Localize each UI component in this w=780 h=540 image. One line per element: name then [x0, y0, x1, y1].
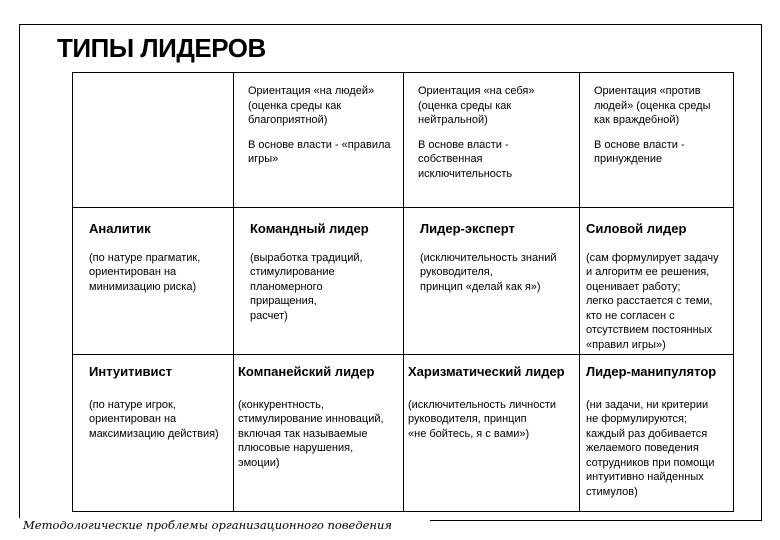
table-cell	[404, 208, 580, 355]
leader-type-desc: (исключительность личности руководителя, принцип «не бойтесь, я с вами»)	[408, 398, 557, 440]
slide-frame-top	[19, 24, 762, 25]
leader-types-table	[72, 72, 734, 512]
slide-frame-right	[761, 24, 762, 520]
slide-frame-left	[19, 24, 20, 518]
table-cell	[580, 355, 734, 512]
leader-type-desc: (исключительность знаний руководителя, принцип «делай как я»)	[420, 251, 557, 293]
table-cell	[404, 355, 580, 512]
table-cell	[73, 208, 234, 355]
leader-type-name: Лидер-манипулятор	[586, 364, 717, 379]
power-text: В основе власти - принуждение	[594, 138, 685, 165]
power-text: В основе власти - «правила игры»	[248, 138, 391, 165]
leader-type-name: Компанейский лидер	[238, 364, 375, 379]
header-cell	[404, 73, 580, 208]
table-cell	[580, 208, 734, 355]
orientation-text: Ориентация «на себя» (оценка среды как нейтральной)	[418, 85, 535, 126]
leader-type-name: Интуитивист	[89, 364, 173, 379]
leader-type-desc: (выработка традиций, стимулирование планомерного приращения, расчет)	[250, 251, 363, 322]
orientation-text: Ориентация «против людей» (оценка среды как враждебной)	[594, 85, 711, 126]
orientation-text: Ориентация «на людей» (оценка среды как благоприятной)	[248, 85, 375, 126]
leader-type-name: Аналитик	[89, 221, 151, 236]
footer-caption: Методологические проблемы организационного поведения	[23, 518, 393, 532]
leader-type-desc: (по натуре игрок, ориентирован на максимизацию действия)	[89, 398, 219, 440]
table-cell	[234, 355, 404, 512]
leader-type-desc: (сам формулирует задачу и алгоритм ее решения, оценивает работу; легко расстается с теми, кто не согласен с отсутствием постоянных «правил игры»)	[586, 251, 719, 351]
table-cell	[73, 355, 234, 512]
header-cell	[580, 73, 734, 208]
table-cell	[234, 208, 404, 355]
header-row	[73, 73, 734, 208]
table-row	[73, 355, 734, 512]
leader-type-name: Командный лидер	[250, 221, 369, 236]
power-text: В основе власти - собственная исключительность	[418, 138, 513, 180]
leader-type-name: Харизматический лидер	[408, 364, 565, 379]
leader-type-desc: (ни задачи, ни критерии не формулируются; каждый раз добивается желаемого поведения сотрудников при помощи интуитивно найденных стимулов)	[586, 398, 715, 498]
leader-type-desc: (по натуре прагматик, ориентирован на минимизацию риска)	[89, 251, 201, 293]
leader-type-desc: (конкурентность, стимулирование инноваций, включая так называемые плюсовые нарушения, эмоции)	[238, 398, 384, 469]
leader-type-name: Силовой лидер	[586, 221, 687, 236]
header-empty-cell	[73, 73, 234, 208]
table-row	[73, 208, 734, 355]
page-title: ТИПЫ ЛИДЕРОВ	[57, 33, 266, 63]
slide-frame-bottom	[430, 520, 762, 521]
header-cell	[234, 73, 404, 208]
leader-type-name: Лидер-эксперт	[420, 221, 515, 236]
